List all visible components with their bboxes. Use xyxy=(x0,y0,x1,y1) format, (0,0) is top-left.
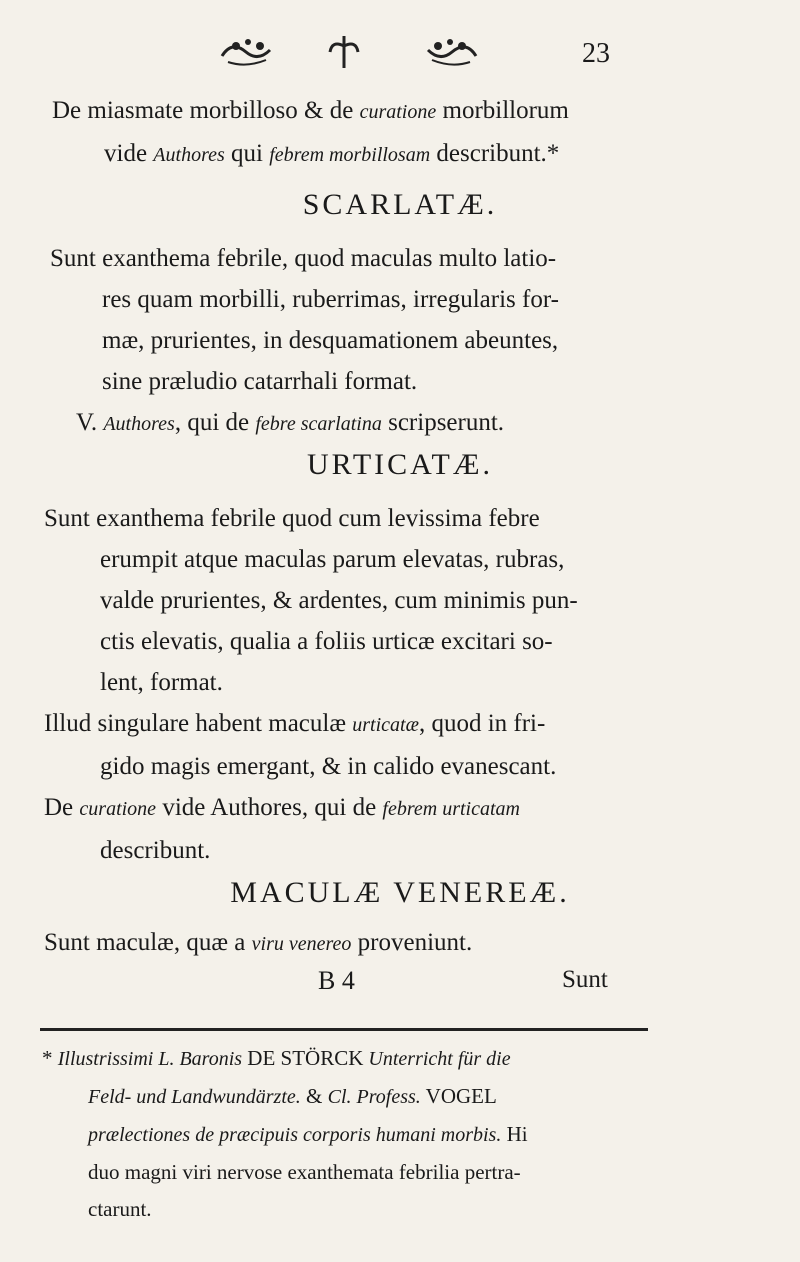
signature-mark: B 4 xyxy=(318,966,355,995)
ornament-left-icon xyxy=(218,32,274,72)
urticatae-text: Sunt exanthema febrile quod cum levissima febre erumpit atque maculas parum elevatas, rubras, valde prurientes, & ardentes, cum minimis pun- ctis elevatis, qualia a foliis urticæ excitari so- lent, format. Illud singulare habent maculæ urticatæ, quod in fri- gido magis emergant, & in calido evanescant. De curatione vide Authores, qui de febrem urticatam describunt. xyxy=(44,505,578,864)
heading-maculae-venereae: MACULÆ VENEREÆ. xyxy=(230,876,570,909)
heading-urticatae: URTICATÆ. xyxy=(306,448,494,481)
footnote: * Illustrissimi L. Baronis DE STÖRCK Unterricht für die Feld- und Landwundärzte. & Cl. Profess. VOGEL prælectiones de præcipuis corporis humani morbis. Hi duo magni viri nervose exanthemata febrilia pertra- ctarunt. xyxy=(42,1046,528,1221)
heading-scarlatae: SCARLATÆ. xyxy=(302,188,498,221)
ornament-center-icon xyxy=(324,32,364,72)
maculae-text: Sunt maculæ, quæ a viru venereo proveniunt. xyxy=(44,929,473,956)
ornament-right-icon xyxy=(424,32,480,72)
footnote-rule xyxy=(40,1028,648,1031)
page-number: 23 xyxy=(582,38,610,69)
scarlatae-text: Sunt exanthema febrile, quod maculas multo latio- res quam morbilli, ruberrimas, irregularis for- mæ, prurientes, in desquamationem abeuntes, sine præludio catarrhali format. V. Authores, qui de febre scarlatina scripserunt. xyxy=(50,245,559,436)
catchword: Sunt xyxy=(562,966,608,993)
measles-note: De miasmate morbilloso & de curatione morbillorum vide Authores qui febrem morbillosam describunt.* xyxy=(52,97,569,167)
